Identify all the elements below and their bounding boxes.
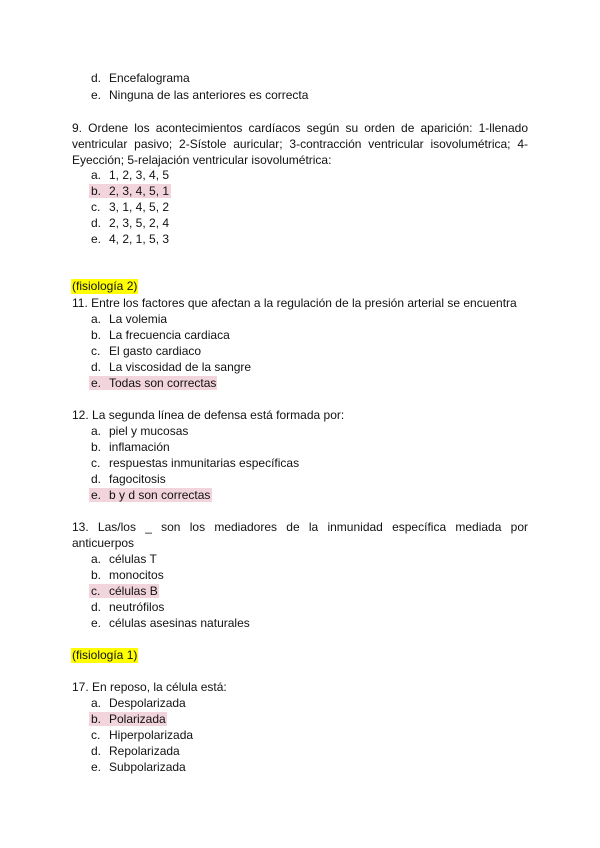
option-letter: d. (91, 71, 102, 85)
option-text: fagocitosis (109, 472, 166, 486)
option-text: neutrófilos (109, 600, 165, 614)
option-text: Polarizada (109, 712, 166, 726)
option-letter: c. (91, 584, 101, 598)
option-letter: b. (91, 440, 102, 454)
option-text: monocitos (109, 568, 164, 582)
option-letter: d. (91, 600, 102, 614)
option-text: inflamación (109, 440, 170, 454)
option-text: Todas son correctas (109, 376, 217, 390)
option-letter: b. (91, 712, 102, 726)
option-letter: e. (91, 376, 102, 390)
section-label-fisiologia-1: (fisiología 1) (72, 648, 138, 662)
option-letter: c. (91, 728, 101, 742)
option-text: El gasto cardiaco (109, 344, 202, 358)
option-text: células asesinas naturales (109, 616, 250, 630)
option-letter: a. (91, 552, 102, 566)
question-13-text: 13. Las/los _ son los mediadores de la inmunidad específica mediada por anticuerpos (72, 520, 528, 550)
option-letter: e. (91, 88, 102, 102)
option-text: células T (109, 552, 157, 566)
option-letter: b. (91, 568, 102, 582)
option-letter: e. (91, 488, 102, 502)
option-text: 4, 2, 1, 5, 3 (109, 232, 170, 246)
question-12-text: 12. La segunda línea de defensa está formada por: (72, 408, 345, 422)
option-letter: d. (91, 472, 102, 486)
option-letter: c. (91, 344, 101, 358)
option-text: Repolarizada (109, 744, 180, 758)
section-label-fisiologia-2: (fisiología 2) (72, 279, 138, 293)
option-text: respuestas inmunitarias específicas (109, 456, 300, 470)
option-text: 2, 3, 5, 2, 4 (109, 216, 170, 230)
option-letter: d. (91, 744, 102, 758)
option-letter: c. (91, 200, 101, 214)
option-letter: d. (91, 216, 102, 230)
option-letter: c. (91, 456, 101, 470)
option-letter: d. (91, 360, 102, 374)
option-text: La viscosidad de la sangre (109, 360, 252, 374)
option-letter: b. (91, 184, 102, 198)
option-text: células B (109, 584, 158, 598)
option-letter: e. (91, 760, 102, 774)
option-letter: e. (91, 232, 102, 246)
question-9-text: 9. Ordene los acontecimientos cardíacos según su orden de aparición: 1-llenado ventricular pasivo; 2-Sístole auricular; 3-contracción ventricular isovolumétrica; 4-Eyección; 5-relajación ventricular isovolumétrica: (72, 121, 528, 167)
option-text: 3, 1, 4, 5, 2 (109, 200, 170, 214)
option-text: piel y mucosas (109, 424, 189, 438)
option-letter: a. (91, 424, 102, 438)
option-letter: a. (91, 168, 102, 182)
option-text: Hiperpolarizada (109, 728, 194, 742)
option-text: 1, 2, 3, 4, 5 (109, 168, 170, 182)
option-text: b y d son correctas (109, 488, 211, 502)
question-11-text: 11. Entre los factores que afectan a la regulación de la presión arterial se encuentra (72, 296, 517, 310)
option-letter: a. (91, 312, 102, 326)
question-17-text: 17. En reposo, la célula está: (72, 680, 227, 694)
option-text: 2, 3, 4, 5, 1 (109, 184, 170, 198)
option-letter: a. (91, 696, 102, 710)
option-text: Despolarizada (109, 696, 186, 710)
option-text: Subpolarizada (109, 760, 186, 774)
option-text: Ninguna de las anteriores es correcta (109, 88, 309, 102)
option-text: La volemia (109, 312, 168, 326)
option-letter: e. (91, 616, 102, 630)
option-text: La frecuencia cardiaca (109, 328, 230, 342)
option-text: Encefalograma (109, 71, 190, 85)
option-letter: b. (91, 328, 102, 342)
